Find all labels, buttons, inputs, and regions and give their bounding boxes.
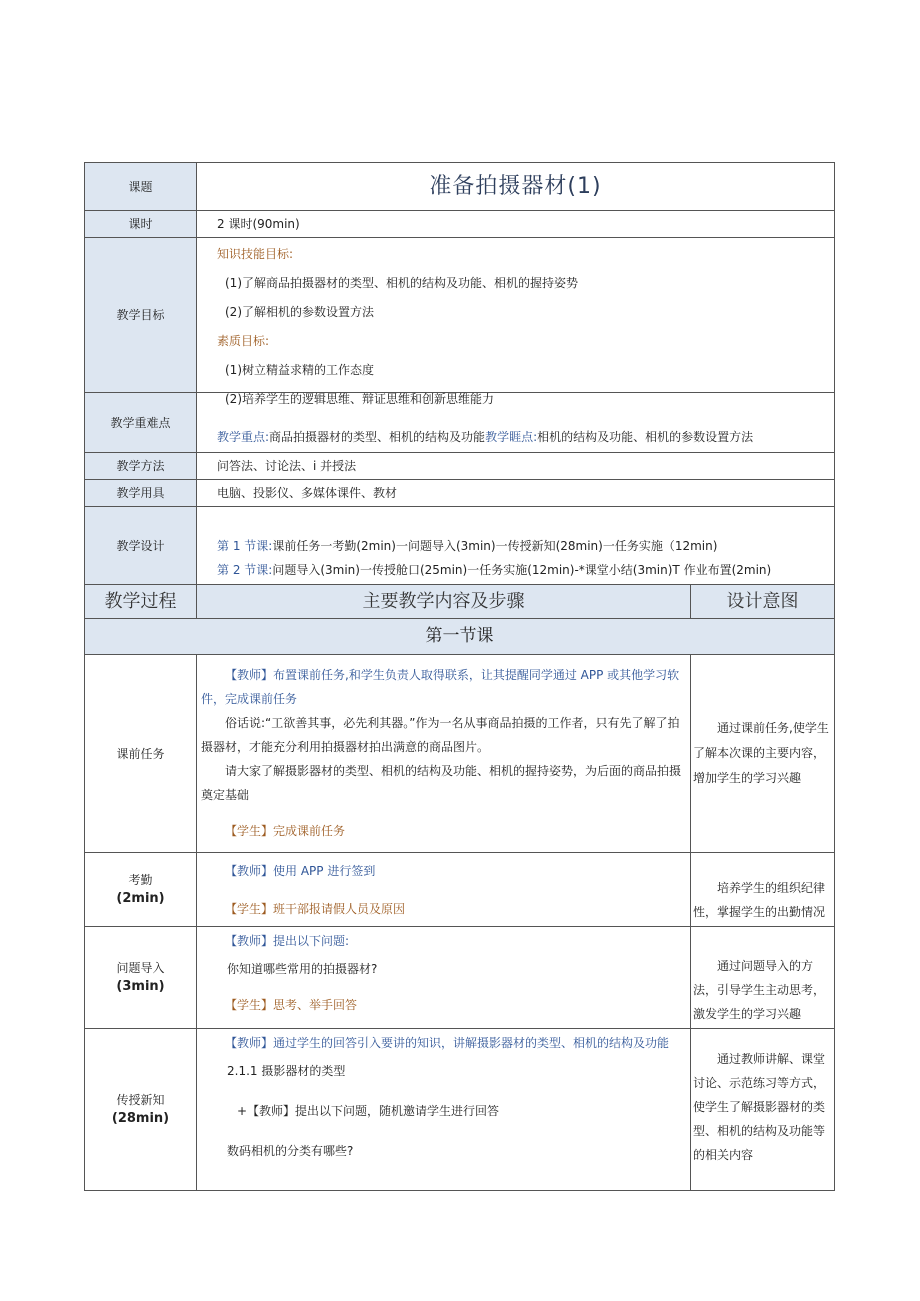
- teacher-tag: 【教师】: [225, 668, 274, 682]
- tools-row: [85, 480, 835, 507]
- topic-row: [85, 163, 835, 211]
- student-activity: 思考、举手回答: [273, 998, 358, 1012]
- step-duration: (3min): [116, 978, 165, 994]
- lesson-title: 准备拍摄器材(1): [197, 163, 835, 211]
- table-row: [85, 927, 835, 1029]
- design-2-text: 问题导入(3min)一传授舱口(25min)一任务实施(12min)-*课堂小结(3min)T 作业布置(2min): [272, 563, 772, 577]
- tools-value: 电脑、投影仪、多媒体课件、教材: [197, 480, 835, 507]
- topic-label: 课题: [85, 163, 197, 211]
- difficulty-text: 相机的结构及功能、相机的参数设置方法: [537, 430, 754, 444]
- keypoints-label: 教学重难点: [85, 393, 197, 453]
- step-label: 问题导入: [116, 960, 165, 975]
- design-2-heading: 第 2 节课:: [217, 563, 273, 577]
- hours-label: 课时: [85, 211, 197, 238]
- method-value: 问答法、讨论法、i 并授法: [197, 453, 835, 480]
- step-label: 考勤: [128, 872, 153, 887]
- design-line-2: [217, 558, 816, 582]
- key-point-heading: 教学重点:: [217, 430, 270, 444]
- key-point-text: 商品拍摄器材的类型、相机的结构及功能: [269, 430, 486, 444]
- design-1-text: 课前任务一考勤(2min)一问题导入(3min)一传授新知(28min)一任务实施（12min): [272, 539, 718, 553]
- step-label: 课前任务: [85, 655, 197, 853]
- teacher-tag: 【教师】: [225, 934, 274, 948]
- table-row: [85, 853, 835, 927]
- step-duration: (2min): [116, 890, 165, 906]
- teacher-instruction: 使用 APP 进行签到: [273, 864, 376, 878]
- teacher-tag: 【教师】: [225, 1036, 274, 1050]
- lesson-plan-sheet: [84, 162, 834, 1191]
- student-activity: 完成课前任务: [273, 824, 346, 838]
- process-col-header: 教学过程: [85, 585, 197, 619]
- student-tag: 【学生】: [225, 824, 274, 838]
- content-paragraph: 俗话说:“工欲善其事，必先利其器。”作为一名从事商品拍摄的工作者，只有先了解了拍摄器材，才能充分利用拍摄器材拍出满意的商品图片。: [201, 716, 680, 754]
- objective-item: (2)了解相机的参数设置方法: [225, 305, 374, 319]
- design-1-heading: 第 1 节课:: [217, 539, 273, 553]
- step-duration: (28min): [111, 1110, 170, 1126]
- design-row: [85, 507, 835, 585]
- method-row: [85, 453, 835, 480]
- objective-item: (1)树立精益求精的工作态度: [225, 363, 374, 377]
- teacher-instruction: 布置课前任务,和学生负责人取得联系，让其提醒同学通过 APP 或其他学习软件，完成课前任务: [201, 668, 680, 706]
- keypoints-row: [85, 393, 835, 453]
- quality-goal-heading: 素质目标:: [217, 334, 270, 348]
- difficulty-heading: 教学睚点:: [485, 430, 538, 444]
- process-header-row: [85, 585, 835, 619]
- table-row: [85, 1029, 835, 1191]
- step-label: 传授新知: [116, 1092, 165, 1107]
- subsection-heading: 2.1.1 摄影器材的类型: [227, 1064, 346, 1078]
- table-row: [85, 655, 835, 853]
- section-title: 第一节课: [85, 619, 835, 655]
- objective-item-cut-off: (2)培养学生的逻辑思维、辩证思维和创新思维能力: [225, 392, 494, 406]
- content-col-header: 主要教学内容及步骤: [197, 585, 691, 619]
- objectives-label: 教学目标: [85, 238, 197, 393]
- question-text: 数码相机的分类有哪些?: [227, 1144, 354, 1158]
- tools-label: 教学用具: [85, 480, 197, 507]
- objectives-row: [85, 238, 835, 393]
- intent-col-header: 设计意图: [691, 585, 835, 619]
- hours-row: [85, 211, 835, 238]
- lesson-plan-table: [84, 162, 835, 1191]
- method-label: 教学方法: [85, 453, 197, 480]
- student-activity: 班干部报请假人员及原因: [273, 902, 406, 916]
- bullet-instruction: +【教师】提出以下问题，随机邀请学生进行回答: [237, 1104, 500, 1118]
- content-paragraph: 请大家了解摄影器材的类型、相机的结构及功能、相机的握持姿势，为后面的商品拍摄奠定基础: [201, 764, 682, 802]
- design-label: 教学设计: [85, 507, 197, 585]
- student-tag: 【学生】: [225, 902, 274, 916]
- teacher-instruction: 提出以下问题:: [273, 934, 350, 948]
- question-text: 你知道哪些常用的拍摄器材?: [227, 962, 378, 976]
- objective-item: (1)了解商品拍摄器材的类型、相机的结构及功能、相机的握持姿势: [225, 276, 579, 290]
- objectives-content: [197, 238, 834, 406]
- teacher-tag: 【教师】: [225, 864, 274, 878]
- hours-value: 2 课时(90min): [197, 211, 835, 238]
- section-row: [85, 619, 835, 655]
- design-intent: 通过课前任务,使学生了解本次课的主要内容，增加学生的学习兴趣: [691, 655, 835, 853]
- design-intent: 通过教师讲解、课堂讨论、示范练习等方式，使学生了解摄影器材的类型、相机的结构及功能等的相关内容: [691, 1029, 835, 1191]
- student-tag: 【学生】: [225, 998, 274, 1012]
- design-line-1: [217, 534, 816, 558]
- knowledge-goal-heading: 知识技能目标:: [217, 247, 294, 261]
- teacher-instruction: 通过学生的回答引入要讲的知识，讲解摄影器材的类型、相机的结构及功能: [273, 1036, 670, 1050]
- design-intent: 培养学生的组织纪律性，掌握学生的出勤情况: [691, 853, 835, 927]
- design-intent: 通过问题导入的方法，引导学生主动思考，激发学生的学习兴趣: [691, 927, 835, 1029]
